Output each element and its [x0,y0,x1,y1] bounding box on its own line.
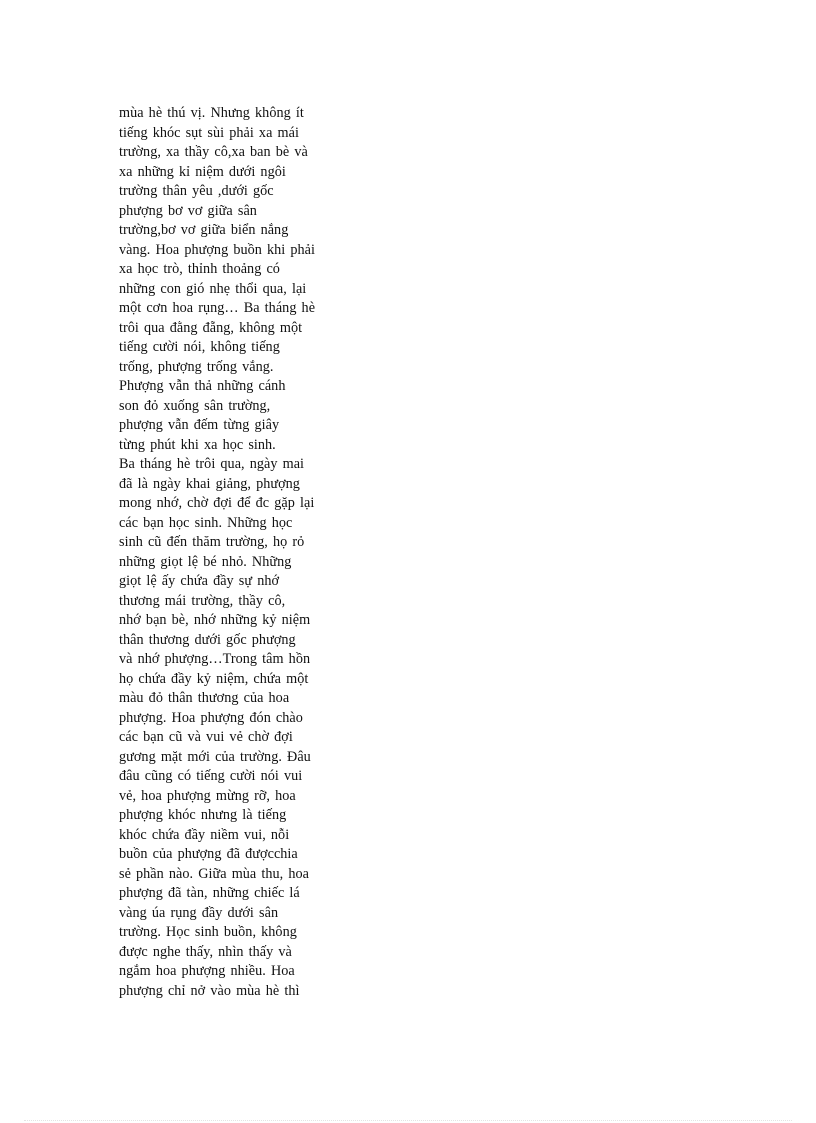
text-line: các bạn học sinh. Những học [119,514,293,531]
text-line: mong nhớ, chờ đợi để đc gặp lại [119,495,315,511]
text-line: son đỏ xuống sân trường, [119,397,271,414]
text-line: đã là ngày khai giảng, phượng [119,475,300,492]
text-line: phượng khóc nhưng là tiếng [119,807,287,823]
text-line: vẻ, hoa phượng mừng rỡ, hoa [119,787,296,804]
text-line: những con gió nhẹ thổi qua, lại [119,280,307,297]
text-line: vàng úa rụng đầy dưới sân [119,904,279,921]
text-line: giọt lệ ấy chứa đầy sự nhớ [119,573,280,589]
text-line: trường, xa thầy cô,xa ban bè và [119,144,308,160]
text-line: phượng bơ vơ giữa sân [119,202,257,219]
text-line: xa những kỉ niệm dưới ngôi [119,163,286,180]
text-line: trống, phượng trống vắng. [119,358,274,375]
text-line: Phượng vẫn thả những cánh [119,378,286,394]
text-line: đâu cũng có tiếng cười nói vui [119,768,303,784]
text-line: thương mái trường, thầy cô, [119,592,286,609]
text-line: sinh cũ đến thăm trường, họ rỏ [119,534,305,550]
text-line: vàng. Hoa phượng buồn khi phải [119,241,315,258]
text-line: tiếng khóc sụt sùi phải xa mái [119,124,299,141]
text-line: từng phút khi xa học sinh. [119,436,276,453]
text-line: màu đỏ thân thương của hoa [119,690,290,706]
body-text-column [119,104,359,1001]
text-line: phượng. Hoa phượng đón chào [119,709,303,726]
page-bottom-divider [24,1120,792,1121]
text-line: được nghe thấy, nhìn thấy và [119,943,292,960]
text-line: khóc chứa đầy niềm vui, nỗi [119,826,290,843]
text-line: xa học trò, thỉnh thoảng có [119,261,280,277]
text-line: các bạn cũ và vui vẻ chờ đợi [119,729,293,745]
text-line: trường,bơ vơ giữa biển nắng [119,222,289,238]
text-line: phượng chỉ nở vào mùa hè thì [119,982,300,999]
text-line: Ba tháng hè trôi qua, ngày mai [119,456,305,472]
text-line: họ chứa đầy kỷ niệm, chứa một [119,670,309,687]
text-line: trôi qua đằng đẵng, không một [119,319,303,336]
text-line: trường. Học sinh buồn, không [119,924,297,940]
text-line: nhớ bạn bè, nhớ những kỷ niệm [119,612,311,628]
text-line: một cơn hoa rụng… Ba tháng hè [119,300,316,316]
text-line: trường thân yêu ,dưới gốc [119,183,274,199]
text-line: thân thương dưới gốc phượng [119,631,296,648]
text-line: ngắm hoa phượng nhiều. Hoa [119,963,295,979]
text-line: buồn của phượng đã đượcchia [119,846,298,862]
text-line: những giọt lệ bé nhỏ. Những [119,553,292,570]
text-line: phượng đã tàn, những chiếc lá [119,885,300,901]
text-line: gương mặt mới của trường. Đâu [119,748,311,765]
text-line: sẻ phần nào. Giữa mùa thu, hoa [119,865,309,882]
text-line: tiếng cười nói, không tiếng [119,339,280,355]
text-line: và nhớ phượng…Trong tâm hồn [119,651,311,667]
text-line: mùa hè thú vị. Nhưng không ít [119,105,304,121]
text-line: phượng vẫn đếm từng giây [119,417,280,433]
